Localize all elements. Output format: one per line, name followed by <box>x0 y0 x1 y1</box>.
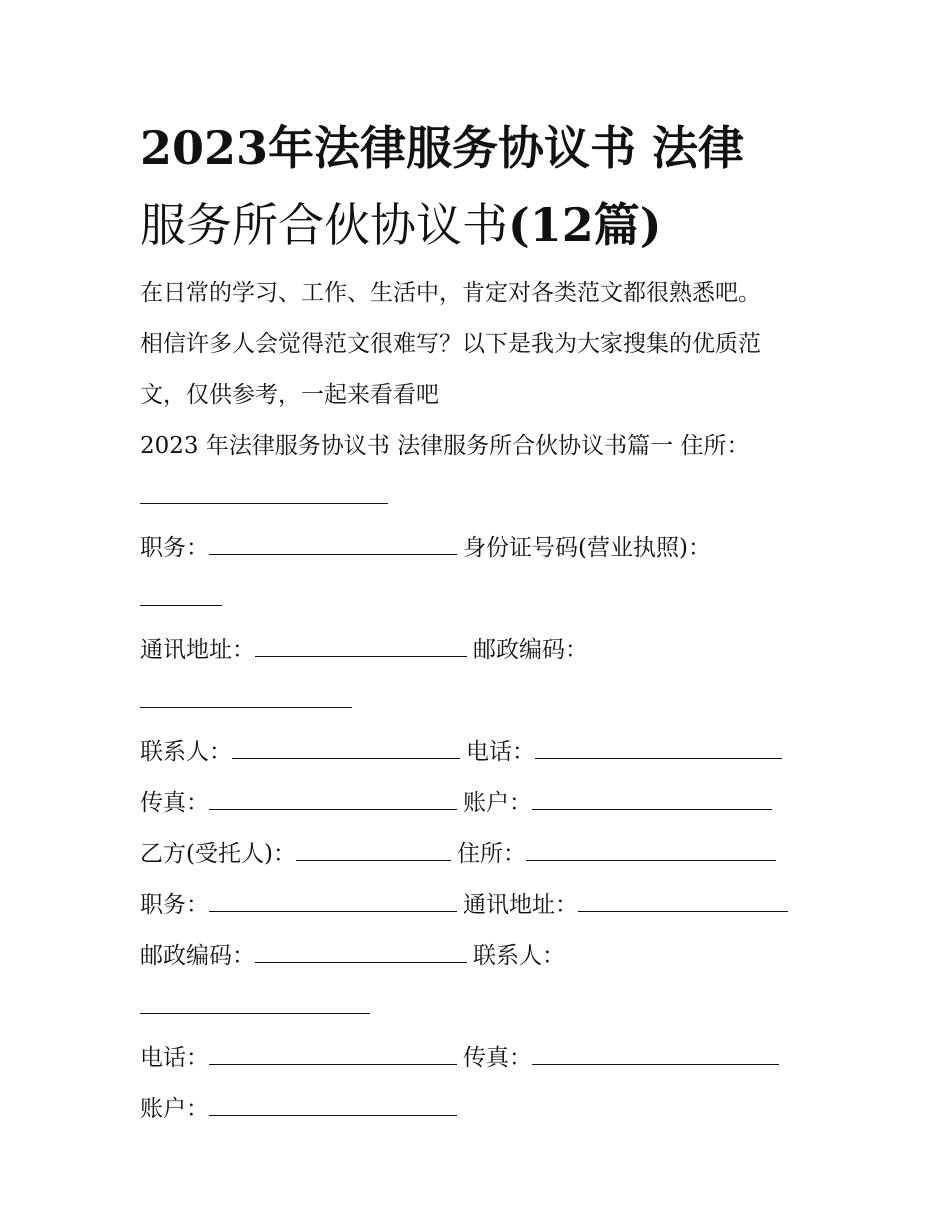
form-line-position-address-b <box>140 880 820 931</box>
postcode-blank[interactable] <box>140 687 352 708</box>
contact-b-blank[interactable] <box>140 993 370 1014</box>
form-line-party-b <box>140 829 820 880</box>
id-number-blank-line <box>140 574 820 625</box>
postcode-blank-line <box>140 676 820 727</box>
form-line-fax-account <box>140 778 820 829</box>
title-line-2-count: (12篇) <box>508 198 662 252</box>
section-heading: 2023 年法律服务协议书 法律服务所合伙协议书篇一 住所： <box>140 433 750 459</box>
form-line-postcode-contact-b <box>140 931 820 982</box>
fax-b-label: 传真： <box>463 1045 532 1071</box>
title-line-2-text: 服务所合伙协议书 <box>140 198 508 252</box>
intro-line-3: 文，仅供参考，一起来看看吧 <box>140 382 439 408</box>
address-blank[interactable] <box>255 636 467 657</box>
form-line-account-b <box>140 1084 820 1135</box>
id-number-blank[interactable] <box>140 585 222 606</box>
position-b-label: 职务： <box>140 892 209 918</box>
postcode-b-label: 邮政编码： <box>140 943 255 969</box>
contact-blank[interactable] <box>232 738 460 759</box>
address-b-label: 通讯地址： <box>463 892 578 918</box>
form-line-position-id <box>140 523 820 574</box>
phone-b-blank[interactable] <box>209 1044 457 1065</box>
title-line-1: 2023年法律服务协议书 法律 <box>140 121 745 175</box>
residence-blank-line <box>140 472 820 523</box>
position-label: 职务： <box>140 535 209 561</box>
phone-b-label: 电话： <box>140 1045 209 1071</box>
contact-label: 联系人： <box>140 739 232 765</box>
address-label: 通讯地址： <box>140 637 255 663</box>
fax-label: 传真： <box>140 790 209 816</box>
id-number-label: 身份证号码(营业执照)： <box>463 535 711 561</box>
contact-b-blank-line <box>140 982 820 1033</box>
position-b-blank[interactable] <box>209 891 457 912</box>
account-label: 账户： <box>463 790 532 816</box>
contact-b-label: 联系人： <box>473 943 565 969</box>
phone-label: 电话： <box>466 739 535 765</box>
form-line-address-postcode <box>140 625 820 676</box>
party-b-blank[interactable] <box>296 840 451 861</box>
fax-blank[interactable] <box>209 789 457 810</box>
title-line-2 <box>140 187 820 264</box>
residence-blank[interactable] <box>140 483 388 504</box>
intro-line-1: 在日常的学习、工作、生活中，肯定对各类范文都很熟悉吧。 <box>140 280 761 306</box>
form-line-contact-phone <box>140 727 820 778</box>
postcode-b-blank[interactable] <box>255 942 467 963</box>
document-page <box>140 110 820 1135</box>
account-b-blank[interactable] <box>209 1095 457 1116</box>
account-blank[interactable] <box>532 789 772 810</box>
document-title <box>140 110 820 264</box>
residence-b-blank[interactable] <box>526 840 776 861</box>
intro-paragraph <box>140 268 820 421</box>
residence-b-label: 住所： <box>456 841 526 867</box>
address-b-blank[interactable] <box>578 891 788 912</box>
intro-line-2: 相信许多人会觉得范文很难写？以下是我为大家搜集的优质范 <box>140 331 761 357</box>
phone-blank[interactable] <box>535 738 782 759</box>
postcode-label: 邮政编码： <box>473 637 588 663</box>
fax-b-blank[interactable] <box>532 1044 779 1065</box>
position-blank[interactable] <box>209 534 457 555</box>
party-b-label: 乙方(受托人)： <box>140 841 296 867</box>
form-line-phone-fax-b <box>140 1033 820 1084</box>
account-b-label: 账户： <box>140 1096 209 1122</box>
